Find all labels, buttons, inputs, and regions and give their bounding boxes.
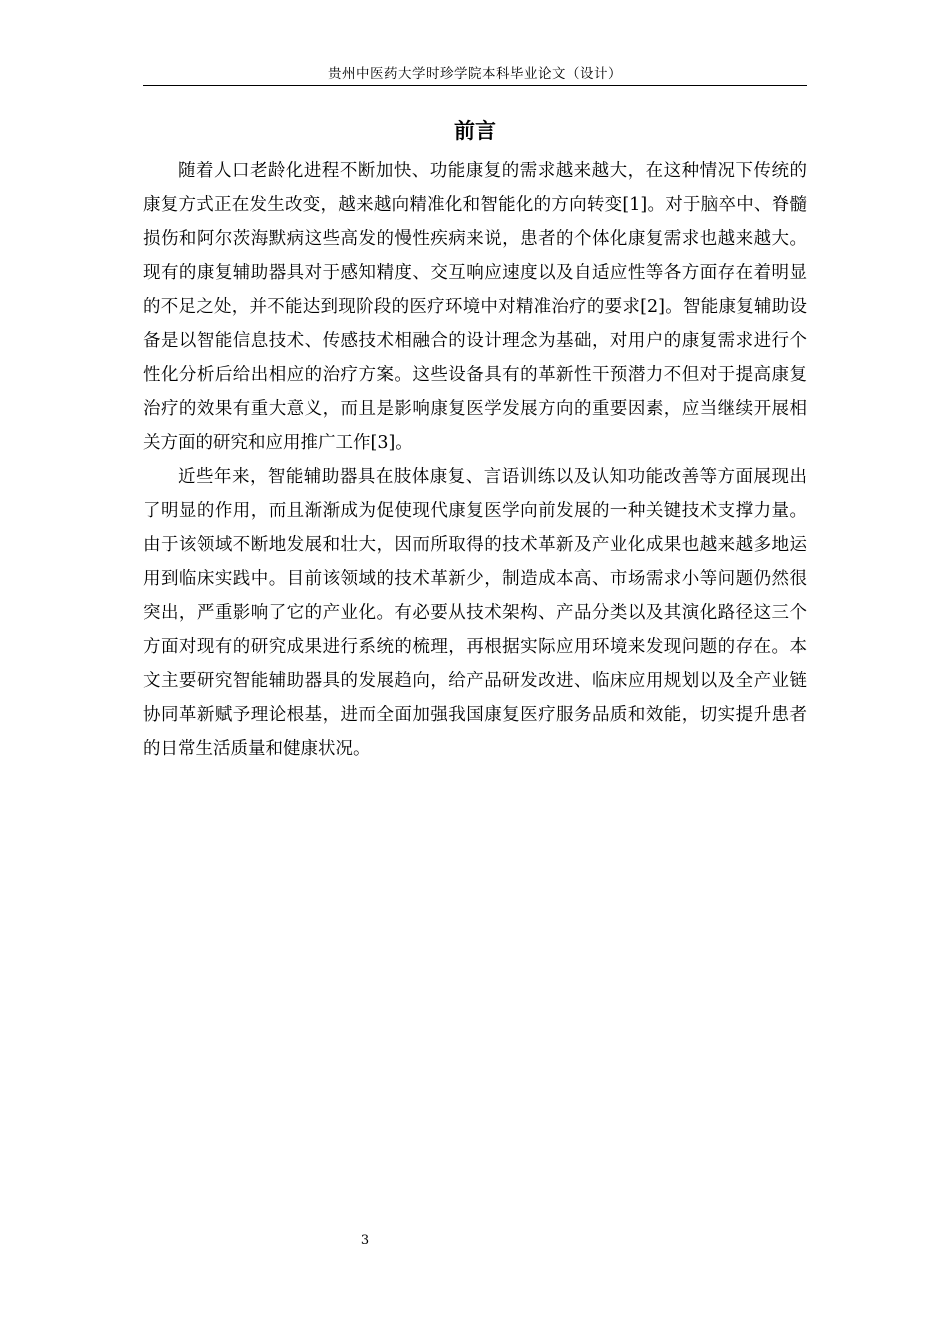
paragraph-2: 近些年来，智能辅助器具在肢体康复、言语训练以及认知功能改善等方面展现出了明显的作用，而且渐渐成为促使现代康复医学向前发展的一种关键技术支撑力量。由于该领域不断地发展和壮大，因而所取得的技术革新及产业化成果也越来越多地运用到临床实践中。目前该领域的技术革新少，制造成本高、市场需求小等问题仍然很突出，严重影响了它的产业化。有必要从技术架构、产品分类以及其演化路径这三个方面对现有的研究成果进行系统的梳理，再根据实际应用环境来发现问题的存在。本文主要研究智能辅助器具的发展趋向，给产品研发改进、临床应用规划以及全产业链协同革新赋予理论根基，进而全面加强我国康复医疗服务品质和效能，切实提升患者的日常生活质量和健康状况。 [143,467,807,759]
running-header: 贵州中医药大学时珍学院本科毕业论文（设计） [328,66,622,82]
header-rule [143,85,807,86]
page-number: 3 [360,1233,370,1248]
section-title: 前言 [454,119,496,143]
body-text [143,154,807,766]
paragraph-1: 随着人口老龄化进程不断加快、功能康复的需求越来越大，在这种情况下传统的康复方式正在发生改变，越来越向精准化和智能化的方向转变[1]。对于脑卒中、脊髓损伤和阿尔茨海默病这些高发的慢性疾病来说，患者的个体化康复需求也越来越大。现有的康复辅助器具对于感知精度、交互响应速度以及自适应性等各方面存在着明显的不足之处，并不能达到现阶段的医疗环境中对精准治疗的要求[2]。智能康复辅助设备是以智能信息技术、传感技术相融合的设计理念为基础，对用户的康复需求进行个性化分析后给出相应的治疗方案。这些设备具有的革新性干预潜力不但对于提高康复治疗的效果有重大意义，而且是影响康复医学发展方向的重要因素，应当继续开展相关方面的研究和应用推广工作[3]。 [143,161,807,453]
